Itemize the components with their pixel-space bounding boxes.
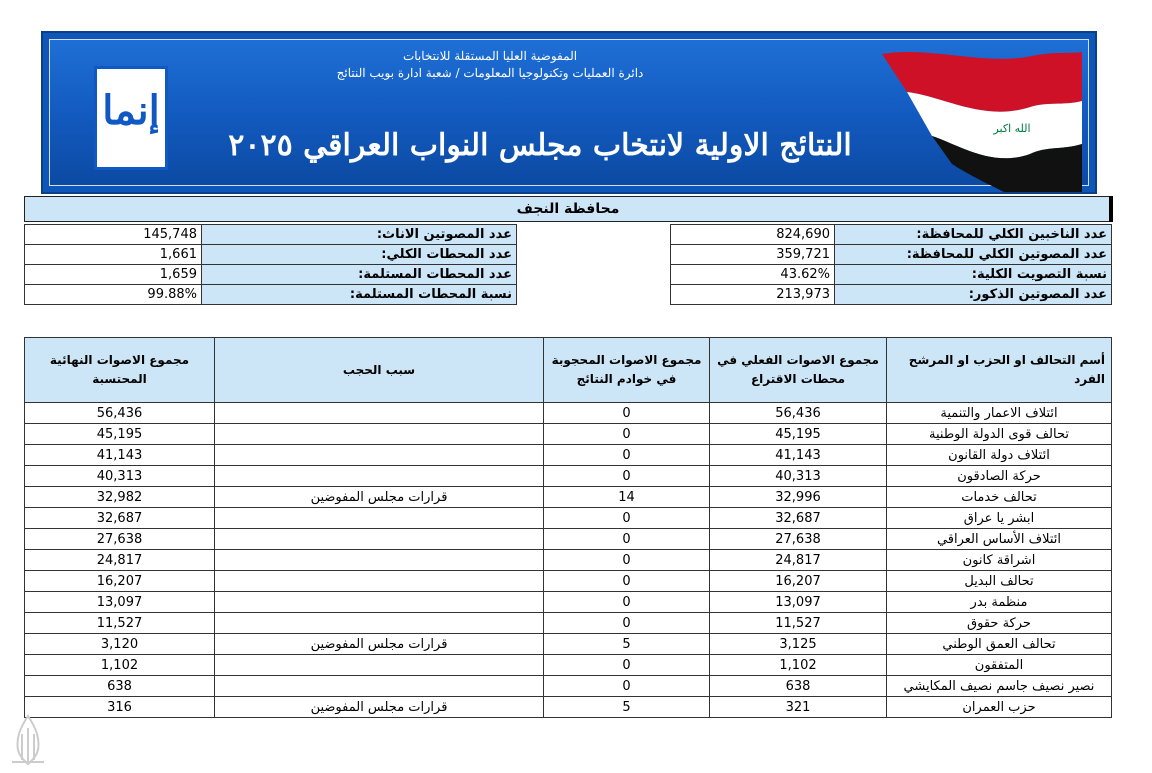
cell-block-reason (215, 613, 544, 634)
cell-blocked-votes: 0 (544, 676, 710, 697)
cell-final-votes: 45,195 (25, 424, 215, 445)
header-blocked-votes: مجموع الاصوات المحجوبة في خوادم النتائج (544, 338, 710, 403)
cell-final-votes: 41,143 (25, 445, 215, 466)
cell-entity-name: حزب العمران (887, 697, 1112, 718)
summary-table-left (24, 224, 517, 305)
cell-station-votes: 321 (710, 697, 887, 718)
summary-label: عدد الناخبين الكلي للمحافظة: (835, 225, 1112, 245)
summary-value: 145,748 (25, 225, 202, 245)
table-row (25, 697, 1112, 718)
summary-value: 43.62% (671, 265, 835, 285)
cell-station-votes: 1,102 (710, 655, 887, 676)
cell-entity-name: تحالف العمق الوطني (887, 634, 1112, 655)
cell-blocked-votes: 0 (544, 466, 710, 487)
cell-block-reason (215, 466, 544, 487)
cell-block-reason (215, 403, 544, 424)
watermark-logo-icon (8, 714, 48, 766)
table-row (25, 508, 1112, 529)
cell-block-reason: قرارات مجلس المفوضين (215, 697, 544, 718)
cell-final-votes: 13,097 (25, 592, 215, 613)
table-row (25, 613, 1112, 634)
cell-station-votes: 11,527 (710, 613, 887, 634)
cell-entity-name: حركة الصادقون (887, 466, 1112, 487)
cell-final-votes: 56,436 (25, 403, 215, 424)
results-body (25, 403, 1112, 718)
summary-label: عدد المحطات المستلمة: (202, 265, 517, 285)
cell-entity-name: ائتلاف الأساس العراقي (887, 529, 1112, 550)
cell-entity-name: نصير نصيف جاسم نصيف المكايشي (887, 676, 1112, 697)
cell-entity-name: ابشر يا عراق (887, 508, 1112, 529)
cell-final-votes: 32,687 (25, 508, 215, 529)
summary-label: نسبة التصويت الكلية: (835, 265, 1112, 285)
cell-block-reason (215, 592, 544, 613)
cell-blocked-votes: 0 (544, 445, 710, 466)
table-row (25, 403, 1112, 424)
org-line-1: المفوضية العليا المستقلة للانتخابات (402, 49, 578, 63)
banner-frame (49, 39, 1089, 186)
summary-value: 359,721 (671, 245, 835, 265)
iraq-flag-icon (862, 46, 1082, 194)
summary-label: عدد المصوتين الاناث: (202, 225, 517, 245)
summary-row (671, 245, 1112, 265)
cell-blocked-votes: 0 (544, 403, 710, 424)
cell-station-votes: 24,817 (710, 550, 887, 571)
summary-row (671, 285, 1112, 305)
summary-row (25, 285, 517, 305)
page-title: النتائج الاولية لانتخاب مجلس النواب العراقي ٢٠٢٥ (228, 128, 852, 163)
cell-final-votes: 40,313 (25, 466, 215, 487)
cell-block-reason (215, 445, 544, 466)
cell-entity-name: ائتلاف الاعمار والتنمية (887, 403, 1112, 424)
cell-block-reason: قرارات مجلس المفوضين (215, 487, 544, 508)
cell-final-votes: 638 (25, 676, 215, 697)
cell-station-votes: 56,436 (710, 403, 887, 424)
cell-blocked-votes: 5 (544, 697, 710, 718)
cell-final-votes: 316 (25, 697, 215, 718)
cell-station-votes: 32,996 (710, 487, 887, 508)
table-row (25, 445, 1112, 466)
logo-mark: إنما (102, 87, 160, 134)
cell-blocked-votes: 0 (544, 592, 710, 613)
cell-final-votes: 32,982 (25, 487, 215, 508)
cell-blocked-votes: 0 (544, 613, 710, 634)
summary-row (671, 225, 1112, 245)
summary-value: 99.88% (25, 285, 202, 305)
organization-text (300, 48, 680, 82)
cell-block-reason: قرارات مجلس المفوضين (215, 634, 544, 655)
cell-blocked-votes: 0 (544, 550, 710, 571)
org-line-2: دائرة العمليات وتكنولوجيا المعلومات / شعبة ادارة بويب النتائج (336, 66, 644, 80)
cell-station-votes: 3,125 (710, 634, 887, 655)
cell-station-votes: 13,097 (710, 592, 887, 613)
summary-label: عدد المحطات الكلي: (202, 245, 517, 265)
cell-entity-name: المتفقون (887, 655, 1112, 676)
cell-final-votes: 11,527 (25, 613, 215, 634)
cell-final-votes: 24,817 (25, 550, 215, 571)
cell-entity-name: تحالف البديل (887, 571, 1112, 592)
header-banner (41, 31, 1097, 194)
cell-blocked-votes: 0 (544, 529, 710, 550)
cell-block-reason (215, 424, 544, 445)
cell-blocked-votes: 0 (544, 508, 710, 529)
table-row (25, 550, 1112, 571)
cell-blocked-votes: 14 (544, 487, 710, 508)
summary-row (25, 225, 517, 245)
header-block-reason: سبب الحجب (215, 338, 544, 403)
cell-blocked-votes: 0 (544, 424, 710, 445)
summary-row (25, 265, 517, 285)
cell-block-reason (215, 508, 544, 529)
table-row (25, 634, 1112, 655)
summary-label: عدد المصوتين الذكور: (835, 285, 1112, 305)
cell-station-votes: 32,687 (710, 508, 887, 529)
cell-blocked-votes: 5 (544, 634, 710, 655)
cell-station-votes: 40,313 (710, 466, 887, 487)
flag-text: الله اكبر (993, 122, 1031, 135)
cell-station-votes: 16,207 (710, 571, 887, 592)
cell-block-reason (215, 550, 544, 571)
cell-entity-name: تحالف قوى الدولة الوطنية (887, 424, 1112, 445)
table-row (25, 571, 1112, 592)
cell-block-reason (215, 655, 544, 676)
table-row (25, 529, 1112, 550)
cell-final-votes: 16,207 (25, 571, 215, 592)
cell-block-reason (215, 571, 544, 592)
cell-blocked-votes: 0 (544, 655, 710, 676)
cell-station-votes: 27,638 (710, 529, 887, 550)
table-row (25, 466, 1112, 487)
cell-final-votes: 1,102 (25, 655, 215, 676)
cell-entity-name: تحالف خدمات (887, 487, 1112, 508)
cell-entity-name: اشراقة كانون (887, 550, 1112, 571)
summary-value: 824,690 (671, 225, 835, 245)
cell-station-votes: 638 (710, 676, 887, 697)
cell-station-votes: 45,195 (710, 424, 887, 445)
cell-blocked-votes: 0 (544, 571, 710, 592)
cell-entity-name: ائتلاف دولة القانون (887, 445, 1112, 466)
table-row (25, 676, 1112, 697)
cell-block-reason (215, 529, 544, 550)
results-header-row (25, 338, 1112, 403)
header-final-votes: مجموع الاصوات النهائية المحتسبة (25, 338, 215, 403)
commission-logo (94, 66, 168, 170)
summary-row (25, 245, 517, 265)
summary-value: 1,659 (25, 265, 202, 285)
table-row (25, 592, 1112, 613)
summary-row (671, 265, 1112, 285)
cell-block-reason (215, 676, 544, 697)
cell-final-votes: 27,638 (25, 529, 215, 550)
cell-final-votes: 3,120 (25, 634, 215, 655)
summary-label: عدد المصوتين الكلي للمحافظة: (835, 245, 1112, 265)
summary-table-right (670, 224, 1112, 305)
cell-station-votes: 41,143 (710, 445, 887, 466)
table-row (25, 655, 1112, 676)
summary-value: 1,661 (25, 245, 202, 265)
cell-entity-name: حركة حقوق (887, 613, 1112, 634)
header-station-votes: مجموع الاصوات الفعلي في محطات الاقتراع (710, 338, 887, 403)
cell-entity-name: منظمة بدر (887, 592, 1112, 613)
summary-label: نسبة المحطات المستلمة: (202, 285, 517, 305)
province-edge (1109, 196, 1113, 222)
results-table (24, 337, 1112, 718)
table-row (25, 424, 1112, 445)
header-entity-name: أسم التحالف او الحزب او المرشح الفرد (887, 338, 1112, 403)
summary-value: 213,973 (671, 285, 835, 305)
province-header: محافظة النجف (24, 196, 1112, 222)
table-row (25, 487, 1112, 508)
